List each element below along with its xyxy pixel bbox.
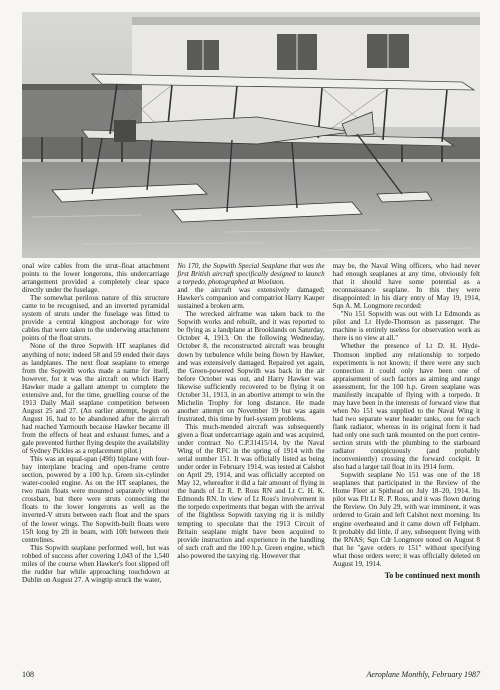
photo-caption: No 170, the Sopwith Special Seaplane that was the first British aircraft specifically designed to launch a torpedo, photographed at Woolston. <box>177 262 325 287</box>
paragraph: The somewhat perilous nature of this structure came to be recognised, and an inverted pyramidal system of struts under the fuselage was fitted to provide a central kingpost anchorage for wire cables that were taken to the underwing attachment points of the float struts. <box>22 294 170 343</box>
paragraph: may be, the Naval Wing officers, who had never had enough seaplanes at any time, obviously felt that it should have some potential as a reconnaissance seaplane. In this they were disappointed: in his diary entry of May 19, 1914, Sqn A. M. Longmore recorded: <box>332 262 480 311</box>
paragraph: The wrecked airframe was taken back to the Sopwith works and rebuilt, and it was reported to be flying as a landplane at Brooklands on Saturday, October 4, 1913. On the following Wednesday, October 8, the reconstructed aircraft was brought down by turbulence while being flown by Hawker, and was extensively damaged. Repaired yet again, the Green-powered Sopwith was back in the air before October was out, and Harry Hawker was likewise sufficiently recovered to be flying it on October 31, 1913, in an abortive attempt to win the Michelin Trophy for long distance. He made another attempt on November 19 but was again frustrated, this time by fuel-system problems. <box>177 310 325 423</box>
column-2 <box>177 262 324 658</box>
quotation: "No 151 Sopwith was out with Lt Edmonds as pilot and Lt Hyde-Thomson as passenger. The machine is entirely useless for observation work as there is no view at all." <box>332 310 480 343</box>
paragraph: and the aircraft was extensively damaged; Hawker's companion and compatriot Harry Kauper sustained a broken arm. <box>177 286 325 311</box>
article-columns <box>22 262 480 658</box>
seaplane-photo-drawing <box>22 12 480 258</box>
paragraph: Whether the presence of Lt D. H. Hyde-Thomson implied any relationship to torpedo experiments is not known; if there were any such connection it could only have been one of appraisement of such factors as aiming and range assessment, for the 100 h.p. Green seaplane was manifestly incapable of flying with a torpedo. It may have been in the interests of forward view that when No 151 was supplied to the Naval Wing it had two separate water header tanks, one for each flank radiator, whereas in its original form it had had only one such tank mounted on the port centre-section struts with the plumbing to the starboard radiator conspicuously (and probably inconveniently) crossing the forward cockpit. It also had a larger tail float in its 1914 form. <box>332 342 480 472</box>
magazine-issue: Aeroplane Monthly, February 1987 <box>366 669 480 679</box>
page-footer <box>22 668 480 680</box>
column-1 <box>22 262 169 658</box>
continued-note: To be continued next month <box>384 570 480 580</box>
paragraph: None of the three Sopwith HT seaplanes did anything of note; indeed 58 and 59 ended their days as landplanes. The next float seaplane to emerge from the Sopwith works made a name for itself, however, for it was the aircraft on which Harry Hawker made a gallant attempt to complete the extensive and, for the time, gruelling course of the 1913 Daily Mail seaplane competition between August 25 and 27. (An earlier attempt, begun on August 16, had to be abandoned after the aircraft had reached Yarmouth because Hawker became ill from the effects of heat and exhaust fumes, and a gale prevented further flying despite the availability of Sydney Pickles as a replacement pilot.) <box>22 342 170 456</box>
page-number: 108 <box>22 669 34 679</box>
paragraph: onal wire cables from the strut–float attachment points to the lower longerons, this undercarriage arrangement provided a completely clear space directly under the fuselage. <box>22 262 170 295</box>
paragraph: This was an equal-span (49ft) biplane with four-bay interplane bracing and open-frame centre section, powered by a 100 h.p. Green six-cylinder water-cooled engine. As on the HT seaplanes, the two main floats were mounted separately without crossbars, but there were struts connecting the floats to the lower longerons as well as the inverted-V struts between each float and the spars of the lower wings. The Sopwith-built floats were 15ft long by 2ft in beam, with 10ft between their centrelines. <box>22 455 170 544</box>
paragraph: This much-mended aircraft was subsequently given a float undercarriage again and was acquired, under contract No C.P.31415/14, by the Naval Wing of the RFC in the spring of 1914 with the serial number 151. It was officially listed as being under order in February 1914, was tested at Calshot on April 29, 1914, and was officially accepted on May 12, whereafter it did a fair amount of flying in the hands of Lt R. P. Ross RN and Lt C. H. K. Edmonds RN. In view of Lt Ross's involvement in the torpedo experiments that began with the arrival of the flightless Sopwith taxying rig it is mildly tempting to speculate that the 1913 Circuit of Britain seaplane might have been acquired to provide instruction and experience in the handling of such craft and the 100 h.p. Green engine, which also powered the taxying rig. However that <box>177 422 325 560</box>
paragraph: This Sopwith seaplane performed well, but was robbed of success after covering 1,043 of the 1,540 miles of the course when Hawker's foot slipped off the rudder bar while approaching touchdown at Dublin on August 27. A wingtip struck the water, <box>22 543 170 584</box>
column-3 <box>333 262 480 658</box>
paragraph: Sopwith seaplane No 151 was one of the 18 seaplanes that participated in the Review of the Home Fleet at Spithead on July 18–20, 1914. Its pilot was Flt Lt R. P. Ross, and it was flown during the Review. On July 29, with war imminent, it was ordered to Grain and left Calshot next morning. Its engine overheated and it came down off Felpham. It probably did little, if any, subsequent flying with the RNAS; Sqn Cdr Longmore noted on August 8 that he "gave orders re 151" without specifying what those orders were; it was officially deleted on August 19, 1914. <box>332 471 480 568</box>
seaplane-photo <box>22 12 480 258</box>
